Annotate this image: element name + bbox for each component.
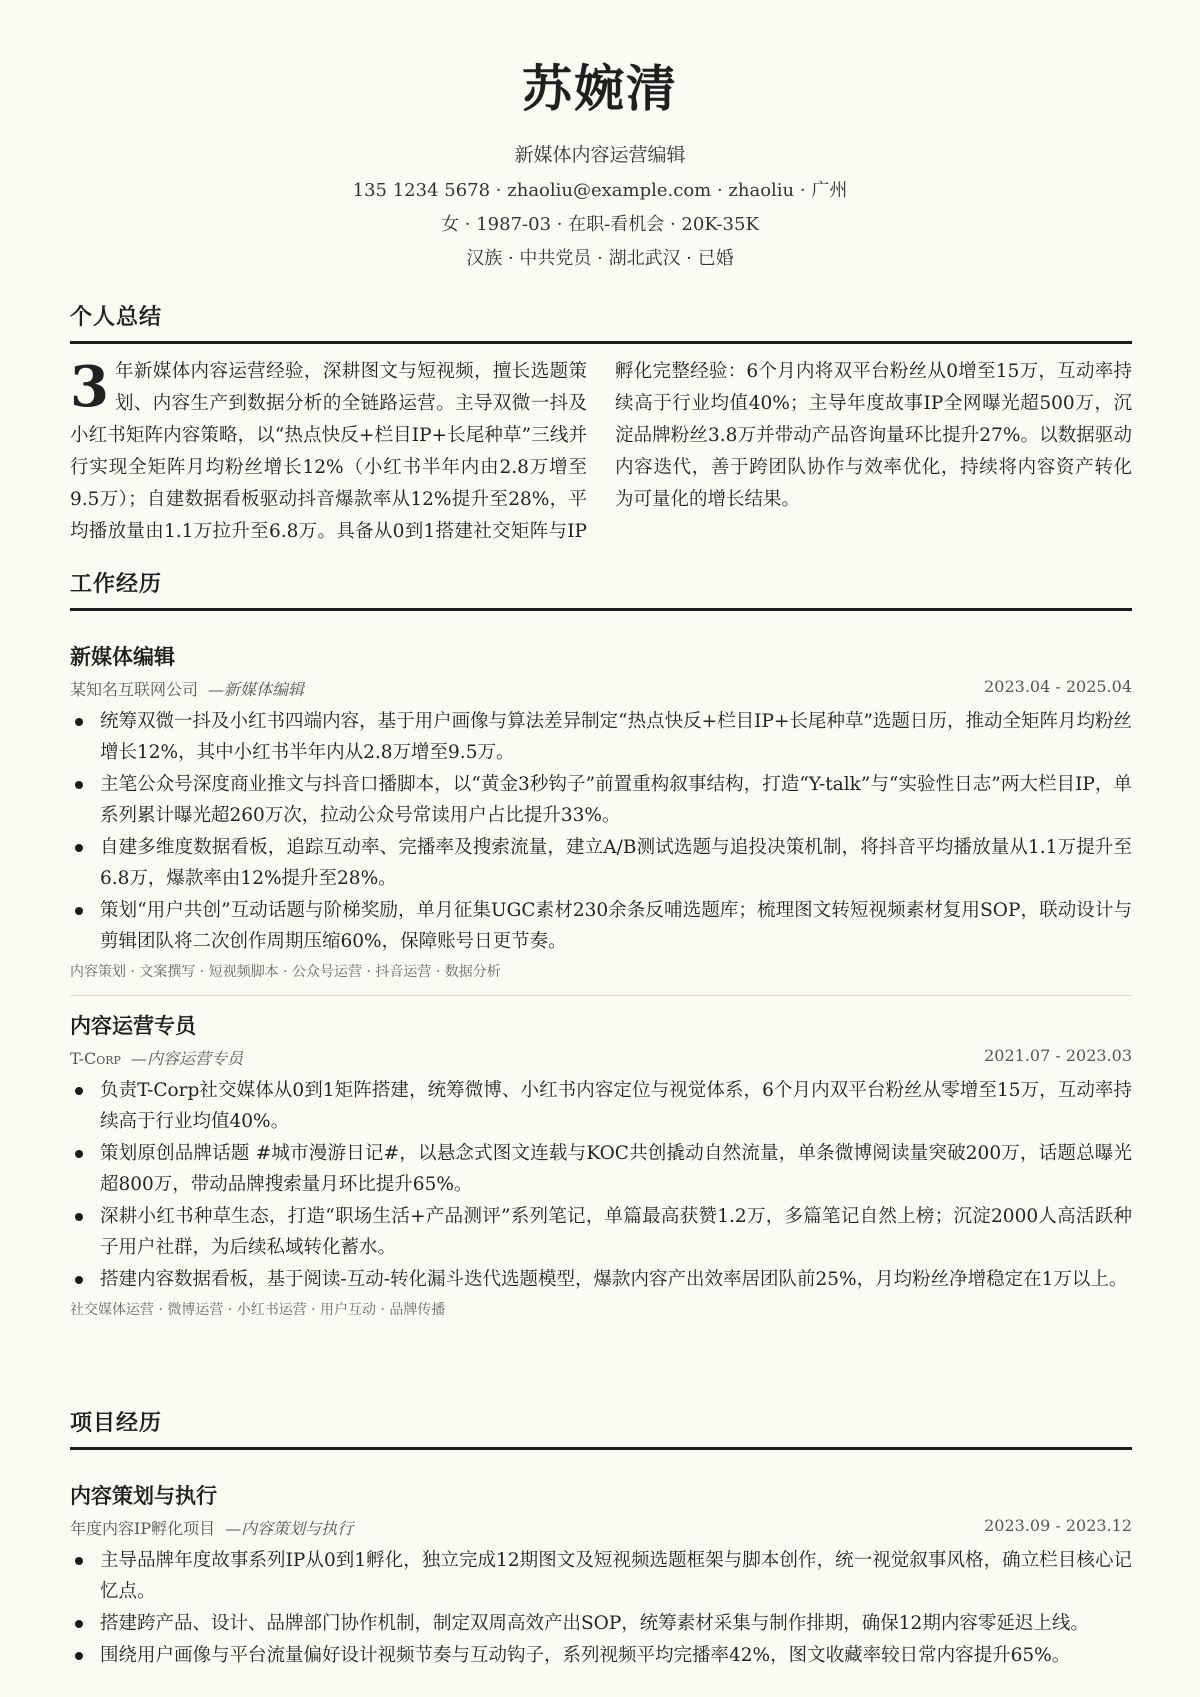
job-entry-org [70, 677, 304, 700]
personal-line: 汉族 · 中共党员 · 湖北武汉 · 已婚 [466, 247, 734, 269]
bullet-item: 自建多维度数据看板，追踪互动率、完播率及搜索流量，建立A/B测试选题与追投决策机制，将抖音平均播放量从1.1万提升至6.8万，爆款率由12%提升至28%。 [70, 832, 1132, 894]
job-entry-company: T-Corp [70, 1049, 121, 1068]
job-entry-title: 新媒体编辑 [70, 644, 175, 669]
project-entry-bullets [70, 1545, 1132, 1671]
project-entry-title: 内容策划与执行 [70, 1483, 217, 1508]
bullet-item: 统筹双微一抖及小红书四端内容，基于用户画像与算法差异制定“热点快反+栏目IP+长尾种草”选题日历，推动全矩阵月均粉丝增长12%，其中小红书半年内从2.8万增至9.5万。 [70, 706, 1132, 768]
skill-tags: 内容策划 · 文案撰写 · 短视频脚本 · 公众号运营 · 抖音运营 · 数据分析 [70, 964, 501, 980]
project-entry-role: —内容策划与执行 [225, 1519, 354, 1538]
job-entry-meta [70, 677, 1132, 700]
job-entry [70, 1010, 1132, 1319]
job-entry [70, 641, 1132, 996]
job-entry-meta [70, 1046, 1132, 1069]
job-entry-bullets [70, 1075, 1132, 1295]
bullet-item: 负责T-Corp社交媒体从0到1矩阵搭建，统筹微博、小红书内容定位与视觉体系，6个月内双平台粉丝从零增至15万，互动率持续高于行业均值40%。 [70, 1075, 1132, 1137]
project-section [70, 1406, 1132, 1672]
project-entry-dates: 2023.09 - 2023.12 [984, 1516, 1132, 1535]
bullet-item: 策划原创品牌话题 #城市漫游日记#，以悬念式图文连载与KOC共创撬动自然流量，单条微博阅读量突破200万，话题总曝光超800万，带动品牌搜索量月环比提升65%。 [70, 1138, 1132, 1200]
job-entry-org [70, 1046, 243, 1069]
summary-dropcap: 3 [70, 354, 109, 420]
project-entry [70, 1480, 1132, 1671]
job-entry-role: —新媒体编辑 [208, 680, 305, 699]
summary-body: 年新媒体内容运营经验，深耕图文与短视频，擅长选题策划、内容生产到数据分析的全链路运营。主导双微一抖及小红书矩阵内容策略，以“热点快反+栏目IP+长尾种草”三线并行实现全矩阵月均粉丝增长12%（小红书半年内由2.8万增至9.5万）；自建数据看板驱动抖音爆款率从12%提升至28%，平均播放量由1.1万拉升至6.8万。具备从0到1搭建社交矩阵与IP孵化完整经验：6个月内将双平台粉丝从0增至15万，互动率持续高于行业均值40%；主导年度故事IP全网曝光超500万，沉淀品牌粉丝3.8万并带动产品咨询量环比提升27%。以数据驱动内容迭代，善于跨团队协作与效率优化，持续将内容资产转化为可量化的增长结果。 [70, 361, 1132, 542]
project-entry-meta [70, 1516, 1132, 1539]
project-entry-org [70, 1516, 353, 1539]
bullet-item: 深耕小红书种草生态，打造“职场生活+产品测评”系列笔记，单篇最高获赞1.2万，多篇笔记自然上榜；沉淀2000人高活跃种子用户社群，为后续私域转化蓄水。 [70, 1201, 1132, 1263]
bullet-item: 主笔公众号深度商业推文与抖音口播脚本，以“黄金3秒钩子”前置重构叙事结构，打造“Y-talk”与“实验性日志”两大栏目IP，单系列累计曝光超260万次，拉动公众号常读用户占比提升33%。 [70, 769, 1132, 831]
candidate-name: 苏婉清 [522, 59, 678, 118]
job-entry-title: 内容运营专员 [70, 1013, 196, 1038]
bullet-item: 搭建跨产品、设计、品牌部门协作机制，制定双周高效产出SOP，统筹素材采集与制作排期，确保12期内容零延迟上线。 [70, 1608, 1132, 1639]
bullet-item: 搭建内容数据看板，基于阅读-互动-转化漏斗迭代选题模型，爆款内容产出效率居团队前25%，月均粉丝净增稳定在1万以上。 [70, 1264, 1132, 1295]
work-section [70, 567, 1132, 1319]
summary-section [70, 300, 1132, 548]
summary-heading: 个人总结 [70, 300, 1132, 344]
contact-line: 135 1234 5678 · zhaoliu@example.com · zhaoliu · 广州 [352, 179, 848, 201]
job-entry-bullets [70, 706, 1132, 957]
entry-divider [70, 995, 1132, 996]
info-line: 女 · 1987-03 · 在职-看机会 · 20K-35K [441, 213, 759, 235]
skill-tags: 社交媒体运营 · 微博运营 · 小红书运营 · 用户互动 · 品牌传播 [70, 1302, 446, 1318]
job-entry-role: —内容运营专员 [130, 1049, 243, 1068]
bullet-item: 策划“用户共创”互动话题与阶梯奖励，单月征集UGC素材230余条反哺选题库；梳理图文转短视频素材复用SOP，联动设计与剪辑团队将二次创作周期压缩60%，保障账号日更节奏。 [70, 895, 1132, 957]
resume-header [0, 0, 1200, 269]
bullet-item: 围绕用户画像与平台流量偏好设计视频节奏与互动钩子，系列视频平均完播率42%，图文收藏率较日常内容提升65%。 [70, 1640, 1132, 1671]
job-title: 新媒体内容运营编辑 [514, 143, 686, 166]
bullet-item: 主导品牌年度故事系列IP从0到1孵化，独立完成12期图文及短视频选题框架与脚本创作，统一视觉叙事风格，确立栏目核心记忆点。 [70, 1545, 1132, 1607]
project-entry-company: 年度内容IP孵化项目 [70, 1519, 216, 1538]
project-heading: 项目经历 [70, 1406, 1132, 1450]
job-entry-dates: 2023.04 - 2025.04 [984, 677, 1132, 696]
work-heading: 工作经历 [70, 567, 1132, 611]
summary-text [70, 356, 1132, 548]
job-entry-dates: 2021.07 - 2023.03 [984, 1046, 1132, 1065]
job-entry-company: 某知名互联网公司 [70, 680, 199, 699]
